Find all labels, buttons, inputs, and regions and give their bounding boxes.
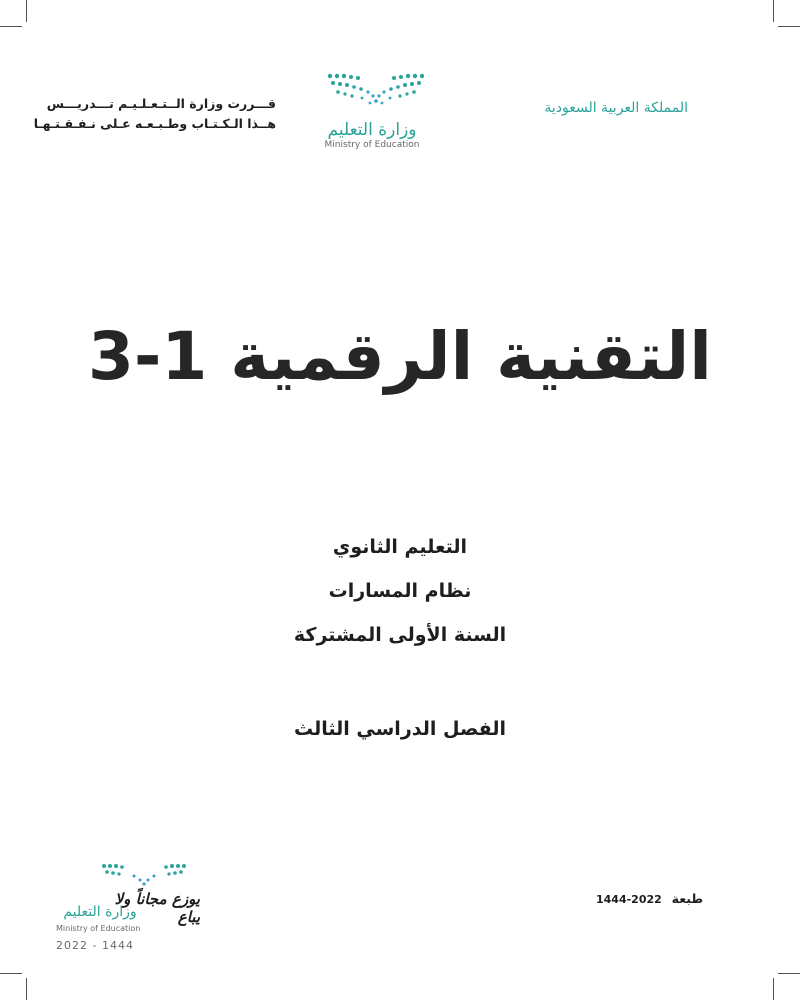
crop-mark [26, 0, 27, 22]
crop-mark [26, 978, 27, 1000]
ministry-emblem-icon [318, 70, 434, 116]
crop-mark [773, 978, 774, 1000]
track-system: نظام المسارات [328, 580, 472, 602]
edition-info [596, 891, 704, 906]
edition-label: طبعة [671, 891, 704, 906]
crop-mark [0, 973, 22, 974]
education-level: التعليم الثانوي [332, 536, 468, 558]
approval-line-1: قـــررت وزارة الــتـعـلـيـم تـــدريـــس [46, 96, 276, 111]
crop-mark [778, 26, 800, 27]
crop-mark [778, 973, 800, 974]
approval-line-2: هــذا الـكـتـاب وطـبـعـه عـلى نـفـقـتـهـا [33, 116, 276, 131]
edition-years: 1444-2022 [596, 893, 662, 906]
crop-mark [0, 26, 22, 27]
kingdom-label: المملكة العربية السعودية [544, 100, 688, 116]
approval-notice [33, 94, 276, 134]
bottom-logo-arabic: وزارة التعليم [63, 904, 137, 920]
school-year: السنة الأولى المشتركة [293, 624, 507, 646]
crop-mark [773, 0, 774, 22]
ministry-logo-english: Ministry of Education [324, 140, 420, 150]
book-title: التقنية الرقمية 1-3 [88, 318, 712, 395]
free-distribution-text: يوزع مجاناً ولا يباع [114, 890, 200, 926]
ministry-logo [318, 70, 434, 150]
bottom-logo-english: Ministry of Education [56, 924, 141, 933]
semester: الفصل الدراسي الثالث [294, 718, 506, 740]
free-distribution-logo [54, 860, 200, 960]
bottom-logo-year: 2022 - 1444 [56, 939, 134, 952]
ministry-logo-arabic: وزارة التعليم [327, 120, 417, 140]
